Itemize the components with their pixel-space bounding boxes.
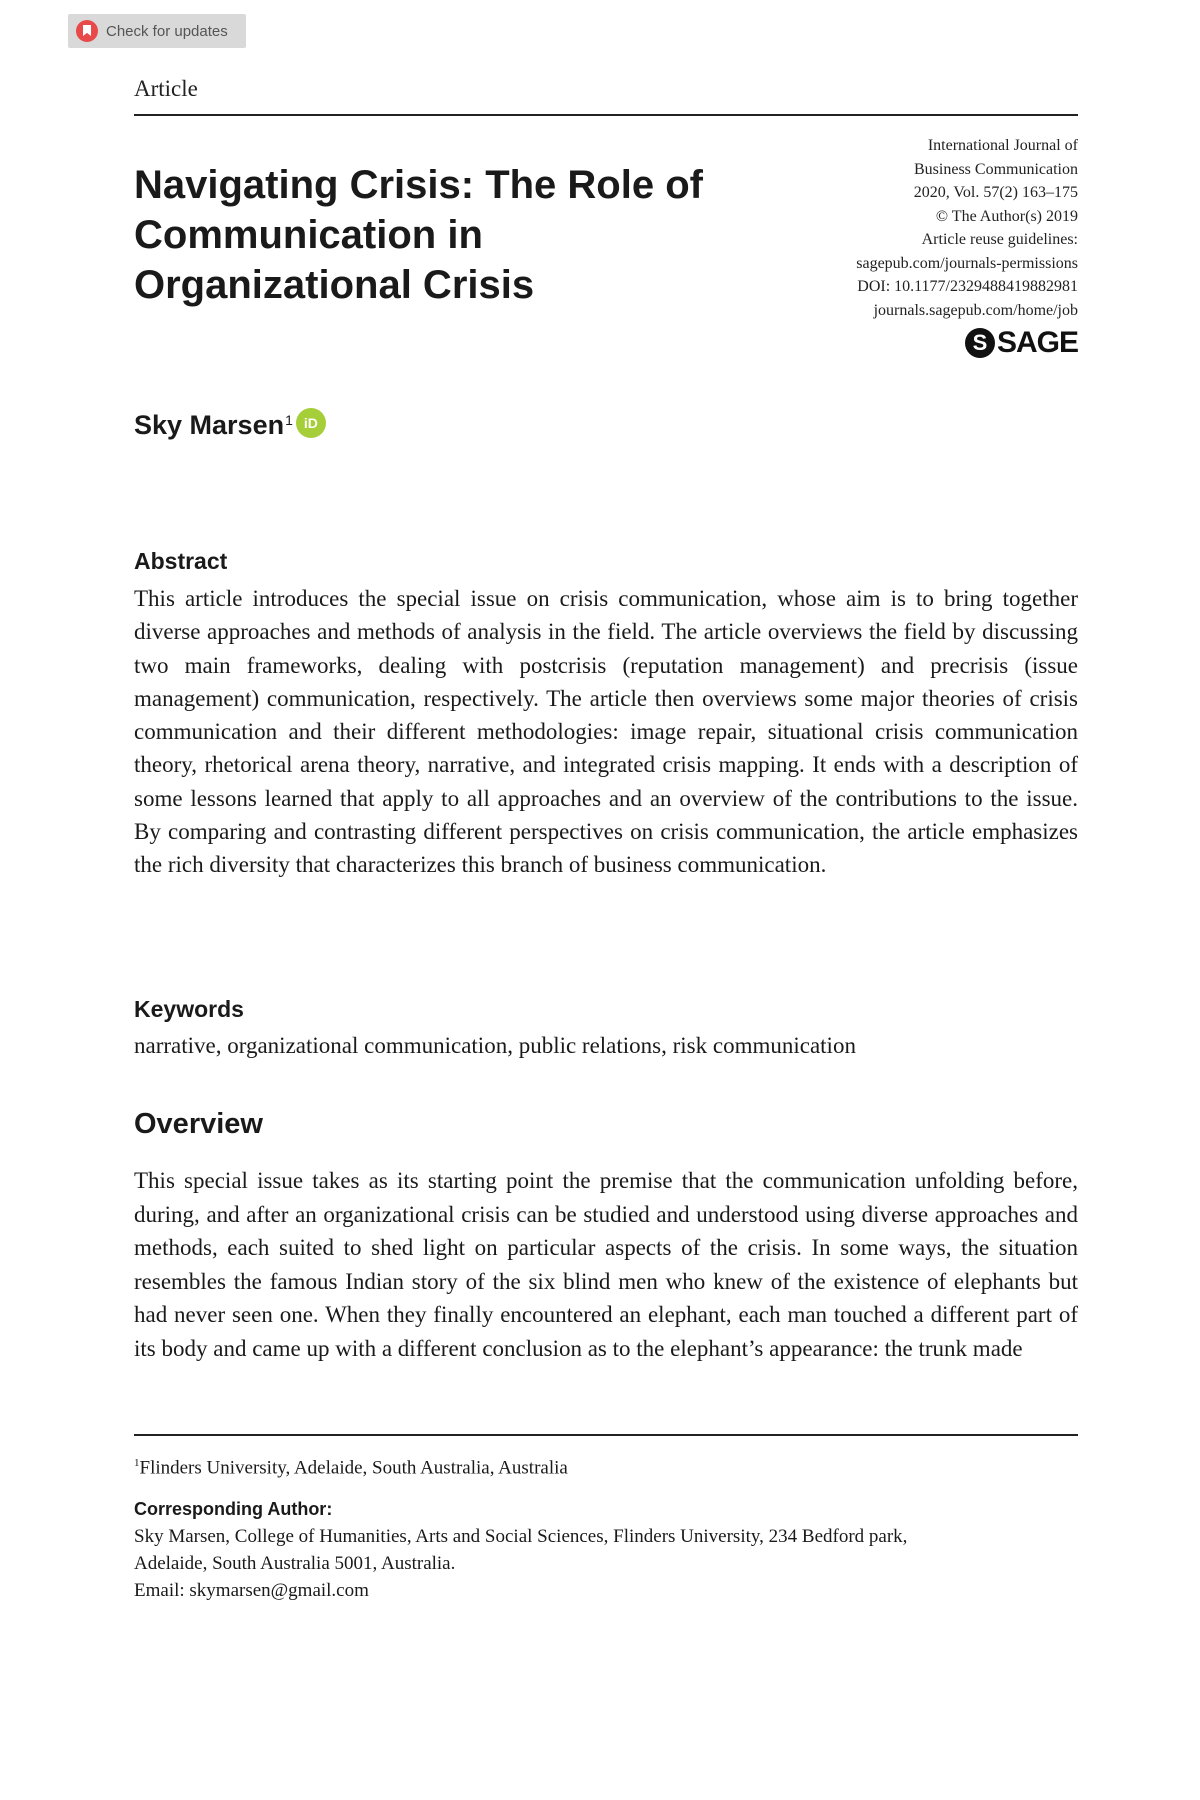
affiliation-footnote bbox=[134, 1450, 1078, 1481]
copyright: © The Author(s) 2019 bbox=[935, 207, 1078, 225]
check-for-updates-label: Check for updates bbox=[106, 22, 228, 40]
affiliation-footnote-mark: 1 bbox=[134, 1457, 140, 1469]
corresponding-author-email[interactable]: Email: skymarsen@gmail.com bbox=[134, 1580, 369, 1602]
abstract-heading: Abstract bbox=[134, 548, 228, 574]
sage-logo bbox=[965, 326, 1078, 360]
author-affiliation-mark: 1 bbox=[285, 412, 293, 428]
overview-text: This special issue takes as its starting point the premise that the communication unfolding before, during, and after an organizational crisis can be studied and understood using diverse approaches and methods, each suited to shed light on particular aspects of the crisis. In some ways, the situation resembles the famous Indian story of the six blind men who knew of the existence of elephants but had never seen one. When they finally encountered an elephant, each man touched a different part of its body and came up with a different conclusion as to the elephant’s appearance: the trunk made bbox=[134, 1168, 1078, 1361]
reuse-guidelines-label: Article reuse guidelines: bbox=[921, 231, 1078, 248]
overview-heading: Overview bbox=[134, 1108, 263, 1140]
author-byline bbox=[134, 410, 326, 441]
journal-homepage-link[interactable]: journals.sagepub.com/home/job bbox=[873, 301, 1078, 319]
corresponding-author-line1: Sky Marsen, College of Humanities, Arts and Social Sciences, Flinders University, 234 Bedford park, bbox=[134, 1526, 908, 1548]
bookmark-icon bbox=[76, 20, 98, 42]
journal-name-line1: International Journal of bbox=[927, 137, 1078, 154]
footnote-divider bbox=[134, 1434, 1078, 1436]
sage-logo-text: SAGE bbox=[996, 326, 1078, 359]
permissions-link[interactable]: sagepub.com/journals-permissions bbox=[856, 254, 1078, 272]
article-title: Navigating Crisis: The Role of Communication in Organizational Crisis bbox=[134, 163, 703, 307]
affiliation-text: Flinders University, Adelaide, South Australia, Australia bbox=[139, 1457, 568, 1479]
corresponding-author-label: Corresponding Author: bbox=[134, 1499, 333, 1520]
header-divider bbox=[134, 114, 1078, 116]
author-name: Sky Marsen bbox=[134, 410, 285, 440]
keywords-heading: Keywords bbox=[134, 996, 244, 1022]
check-for-updates-badge[interactable] bbox=[68, 14, 246, 48]
orcid-icon[interactable]: iD bbox=[296, 408, 326, 438]
sage-logo-mark: S bbox=[965, 328, 995, 358]
volume-pages: 2020, Vol. 57(2) 163–175 bbox=[913, 184, 1078, 201]
footnotes bbox=[134, 1450, 1078, 1604]
corresponding-author-line2: Adelaide, South Australia 5001, Australia. bbox=[134, 1553, 456, 1575]
journal-metadata bbox=[718, 134, 1078, 322]
keywords-text: narrative, organizational communication, public relations, risk communication bbox=[134, 1033, 856, 1058]
article-type: Article bbox=[134, 76, 198, 101]
journal-name-line2: Business Communication bbox=[914, 160, 1078, 178]
abstract-text: This article introduces the special issue on crisis communication, whose aim is to bring together diverse approaches and methods of analysis in the field. The article overviews the field by discussing two main frameworks, dealing with postcrisis (reputation management) and precrisis (issue management) communication, respectively. The article then overviews some major theories of crisis communication and their different methodologies: image repair, situational crisis communication theory, rhetorical arena theory, narrative, and integrated crisis mapping. It ends with a description of some lessons learned that apply to all approaches and an overview of the contributions to the issue. By comparing and contrasting different perspectives on crisis communication, the article emphasizes the rich diversity that characterizes this branch of business communication. bbox=[134, 586, 1078, 878]
doi[interactable]: DOI: 10.1177/2329488419882981 bbox=[857, 278, 1078, 295]
